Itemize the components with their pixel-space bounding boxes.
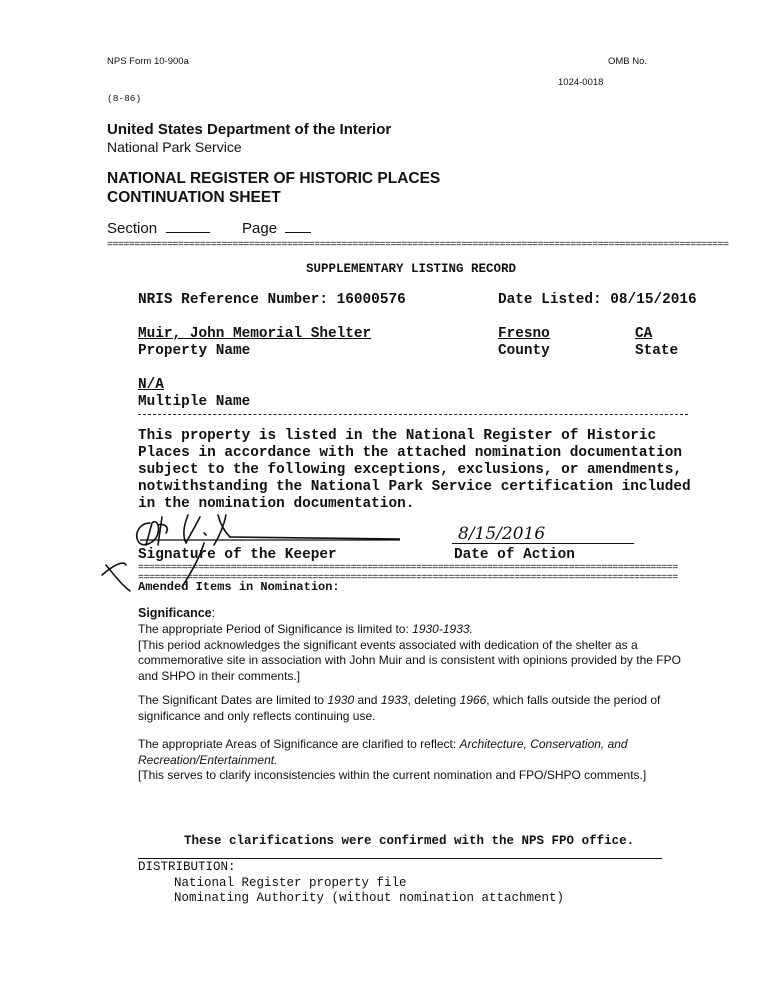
separator-dashed-line xyxy=(138,414,688,415)
form-date: (8-86) xyxy=(107,93,142,104)
omb-label: OMB No. xyxy=(608,56,648,67)
date-listed-value: 08/15/2016 xyxy=(610,292,697,308)
date-of-action-label: Date of Action xyxy=(454,547,575,563)
property-name-value: Muir, John Memorial Shelter xyxy=(138,326,372,342)
date-1966: 1966 xyxy=(459,693,487,707)
areas-of-significance xyxy=(138,737,698,784)
distribution-rule xyxy=(138,858,662,859)
service-name: National Park Service xyxy=(107,139,242,155)
areas-note: [This serves to clarify inconsistencies within the current nomination and FPO/SHPO comments.] xyxy=(138,768,647,783)
nris-label: NRIS Reference Number: xyxy=(138,292,328,308)
separator-double-line-2: =================================================================================================== =================================================================================================== xyxy=(138,564,678,584)
areas-value: Architecture, Conservation, and Recreation/Entertainment. xyxy=(138,737,628,767)
statement-line-5: in the nomination documentation. xyxy=(138,496,415,512)
date-1930: 1930 xyxy=(327,693,355,707)
statement-line-3: subject to the following exceptions, exclusions, or amendments, xyxy=(138,462,683,478)
multiple-name-label: Multiple Name xyxy=(138,394,251,410)
statement-line-1: This property is listed in the National Register of Historic xyxy=(138,428,657,444)
page-subtitle: CONTINUATION SHEET xyxy=(107,189,281,206)
form-number: NPS Form 10-900a xyxy=(107,56,189,67)
statement-line-4: notwithstanding the National Park Service certification included xyxy=(138,479,691,495)
date-listed xyxy=(498,292,697,308)
nris-value: 16000576 xyxy=(336,292,406,308)
period-text: The appropriate Period of Significance is limited to: xyxy=(138,622,413,636)
period-note: [This period acknowledges the significant events associated with dedication of the shelter as a commemorative site in association with John Muir and is consistent with opinions provided by the FPO and SHPO in their comments.] xyxy=(138,637,681,683)
keeper-signature-label: Signature of the Keeper xyxy=(138,547,337,563)
distribution-item: National Register property file xyxy=(174,876,407,890)
distribution-label: DISTRIBUTION: xyxy=(138,860,236,874)
period-line xyxy=(138,622,698,638)
date-listed-label: Date Listed: xyxy=(498,292,602,308)
amended-items-label: Amended Items in Nomination: xyxy=(138,580,340,594)
page-field xyxy=(242,220,311,237)
section-field xyxy=(107,220,210,237)
period-of-significance xyxy=(138,622,698,684)
property-name-label: Property Name xyxy=(138,343,251,359)
handwritten-date: 8/15/2016 xyxy=(458,524,546,544)
significance-heading-text: Significance xyxy=(138,606,212,620)
period-value: 1930-1933. xyxy=(412,622,473,636)
dates-and: and xyxy=(354,693,381,707)
multiple-name-value: N/A xyxy=(138,377,164,393)
areas-line xyxy=(138,737,698,768)
significance-heading xyxy=(138,606,215,620)
county-label: County xyxy=(498,343,550,359)
record-heading: SUPPLEMENTARY LISTING RECORD xyxy=(306,262,517,276)
distribution-item: Nominating Authority (without nomination attachment) xyxy=(174,891,565,905)
dates-suffix: , which falls outside the period of significance and only reflects continuing use. xyxy=(138,693,661,723)
date-1933: 1933 xyxy=(380,693,408,707)
county-value: Fresno xyxy=(498,326,550,342)
page-label: Page xyxy=(242,220,278,237)
dates-deleting: , deleting xyxy=(407,693,460,707)
page-title: NATIONAL REGISTER OF HISTORIC PLACES xyxy=(107,170,441,187)
department-name: United States Department of the Interior xyxy=(107,121,392,138)
confirmation-note: These clarifications were confirmed with the NPS FPO office. xyxy=(184,834,635,848)
statement-line-2: Places in accordance with the attached nomination documentation xyxy=(138,445,683,461)
areas-prefix: The appropriate Areas of Significance are clarified to reflect: xyxy=(138,737,460,751)
state-label: State xyxy=(635,343,679,359)
significance-heading-colon: : xyxy=(211,606,216,620)
dates-prefix: The Significant Dates are limited to xyxy=(138,693,328,707)
significant-dates xyxy=(138,693,698,724)
separator-double-line: ================================================================================================================== xyxy=(107,240,729,251)
page-blank xyxy=(285,232,311,233)
omb-number: 1024-0018 xyxy=(558,77,604,88)
nris-reference xyxy=(138,292,406,308)
state-value: CA xyxy=(635,326,653,342)
section-label: Section xyxy=(107,220,158,237)
date-line xyxy=(452,543,634,544)
section-blank xyxy=(166,232,210,233)
